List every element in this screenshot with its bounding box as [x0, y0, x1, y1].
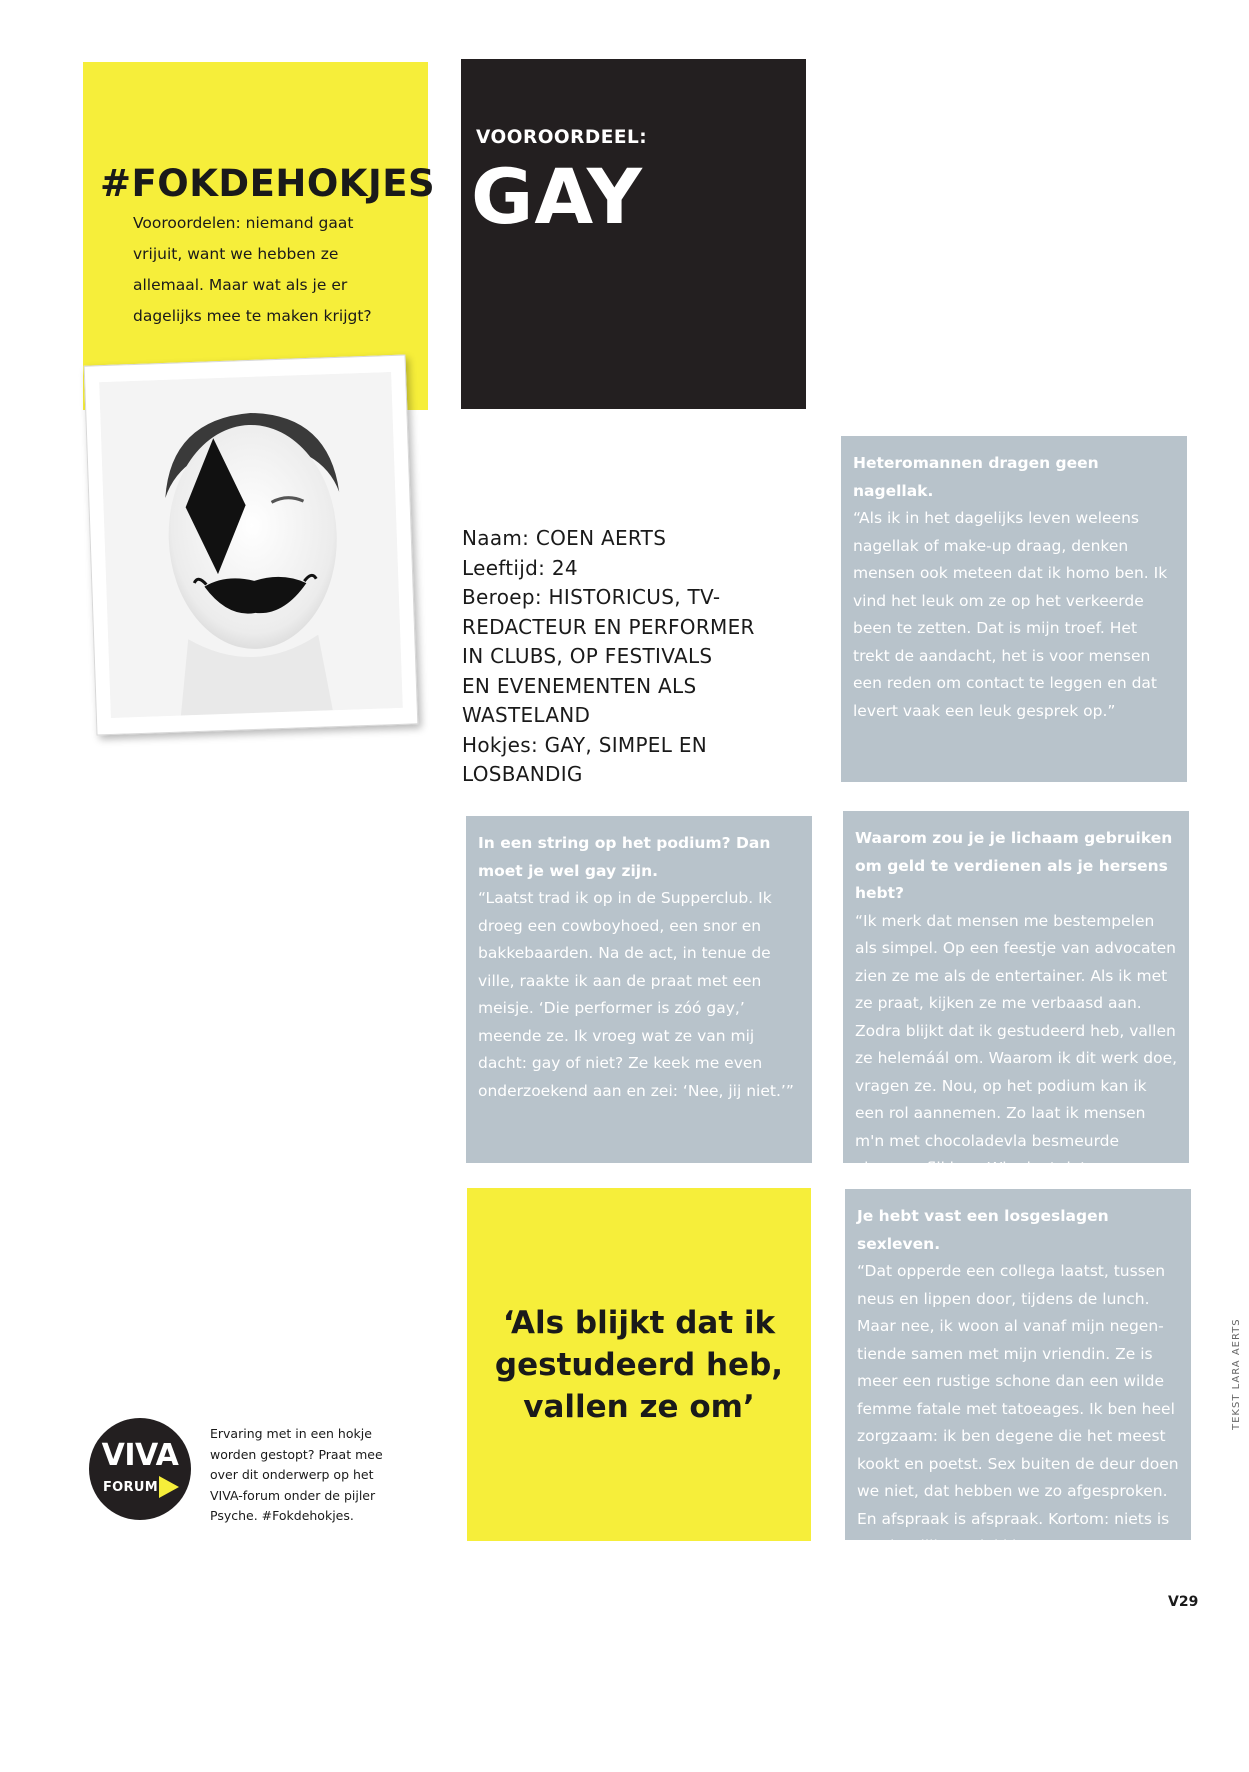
- quote-body: “Dat opperde een collega laatst, tussen neus en lippen door, tijdens de lunch. Maar nee, ik woon al vanaf mijn negen-tiende samen met mijn vriendin. Ze is meer een rustige schone dan een wilde femme fatale met tatoeages. Ik ben heel zorgzaam: ik ben degene die het meest kookt en poetst. Sex buiten de deur doen we niet, dat hebben we zo afgesproken. En afspraak is afspraak. Kortom: niets is wat het lijkt. Gelukkig maar.”: [857, 1262, 1179, 1555]
- quote-heading: Waarom zou je je lichaam gebruiken om geld te verdienen als je hersens hebt?: [855, 829, 1173, 902]
- intro-title: #FOKDEHOKJES: [100, 162, 436, 205]
- pull-quote: ‘Als blijkt dat ik gestudeerd heb, vallen ze om’: [494, 1304, 784, 1425]
- page-number: V29: [1168, 1594, 1199, 1610]
- profile-line: Hokjes: GAY, SIMPEL EN: [462, 732, 708, 757]
- pull-quote-block: [467, 1188, 811, 1541]
- profile-details: [462, 524, 802, 790]
- quote-heading: Heteromannen dragen geen nagellak.: [853, 454, 1099, 500]
- quote-body: “Ik merk dat mensen me bestempelen als simpel. Op een feestje van advocaten zien ze me als de entertainer. Als ik met ze praat, kijken ze me verbaasd aan. Zodra blijkt dat ik gestudeerd heb, vallen ze helemáál om. Waarom ik dit werk doe, vragen ze. Nou, op het podium kan ik een rol aannemen. Zo laat ik mensen m'n met chocoladevla besmeurde vingers aflikken. Wie doet dat nou op: [855, 911, 1178, 1177]
- viva-forum-logo[interactable]: [89, 1418, 191, 1520]
- portrait-image: [99, 372, 403, 718]
- profile-line: Beroep: HISTORICUS, TV-: [462, 585, 721, 609]
- topic-kicker: VOOROORDEEL:: [476, 127, 648, 148]
- forum-invitation: Ervaring met in een hokje worden gestopt? Praat mee over dit onderwerp op het VIVA-forum onder de pijler Psyche. #Fokdehokjes.: [210, 1426, 383, 1523]
- intro-line: Vooroordelen: niemand gaat: [133, 214, 354, 232]
- intro-line: dagelijks mee te maken krijgt?: [133, 307, 372, 325]
- profile-line: WASTELAND: [462, 703, 591, 727]
- quote-block-string: [466, 816, 812, 1163]
- author-credit: TEKST LARA AERTS: [1231, 1318, 1242, 1430]
- viva-brand: VIVA: [101, 1438, 179, 1473]
- forum-label: FORUM: [103, 1480, 158, 1495]
- mime-face-illustration: [99, 372, 403, 718]
- portrait-photo: [84, 354, 419, 735]
- profile-line: IN CLUBS, OP FESTIVALS: [462, 644, 713, 668]
- quote-block-lichaam: [843, 811, 1189, 1177]
- play-arrow-icon: [159, 1476, 179, 1498]
- profile-line: Leeftijd: 24: [462, 555, 578, 580]
- profile-line: LOSBANDIG: [462, 762, 583, 786]
- intro-text: [133, 208, 418, 332]
- quote-body: “Als ik in het dagelijks leven weleens nagellak of make-up draag, denken mensen ook meteen dat ik homo ben. Ik vind het leuk om ze op het verkeerde been te zetten. Dat is mijn troef. Het trekt de aandacht, het is voor mensen een reden om contact te leggen en dat levert vaak een leuk gesprek op.”: [853, 509, 1168, 720]
- quote-heading: Je hebt vast een losgeslagen sexleven.: [857, 1207, 1109, 1253]
- quote-block-sexleven: [845, 1189, 1191, 1555]
- topic-title: GAY: [471, 152, 643, 241]
- topic-header-block: [461, 59, 806, 409]
- intro-line: vrijuit, want we hebben ze: [133, 245, 339, 263]
- profile-line: REDACTEUR EN PERFORMER: [462, 614, 755, 639]
- profile-line: Naam: COEN AERTS: [462, 526, 667, 550]
- profile-line: EN EVENEMENTEN ALS: [462, 673, 697, 698]
- intro-line: allemaal. Maar wat als je er: [133, 276, 348, 294]
- quote-block-nagellak: [841, 436, 1187, 782]
- quote-body: “Laatst trad ik op in de Supperclub. Ik droeg een cowboyhoed, een snor en bakkebaarden. Na de act, in tenue de ville, raakte ik aan de praat met een meisje. ‘Die performer is zóó gay,’ meende ze. Ik vroeg wat ze van mij dacht: gay of niet? Ze keek me even onderzoekend aan en zei: ‘Nee, jij niet.’”: [478, 889, 794, 1100]
- quote-heading: In een string op het podium? Dan moet je wel gay zijn.: [478, 834, 771, 880]
